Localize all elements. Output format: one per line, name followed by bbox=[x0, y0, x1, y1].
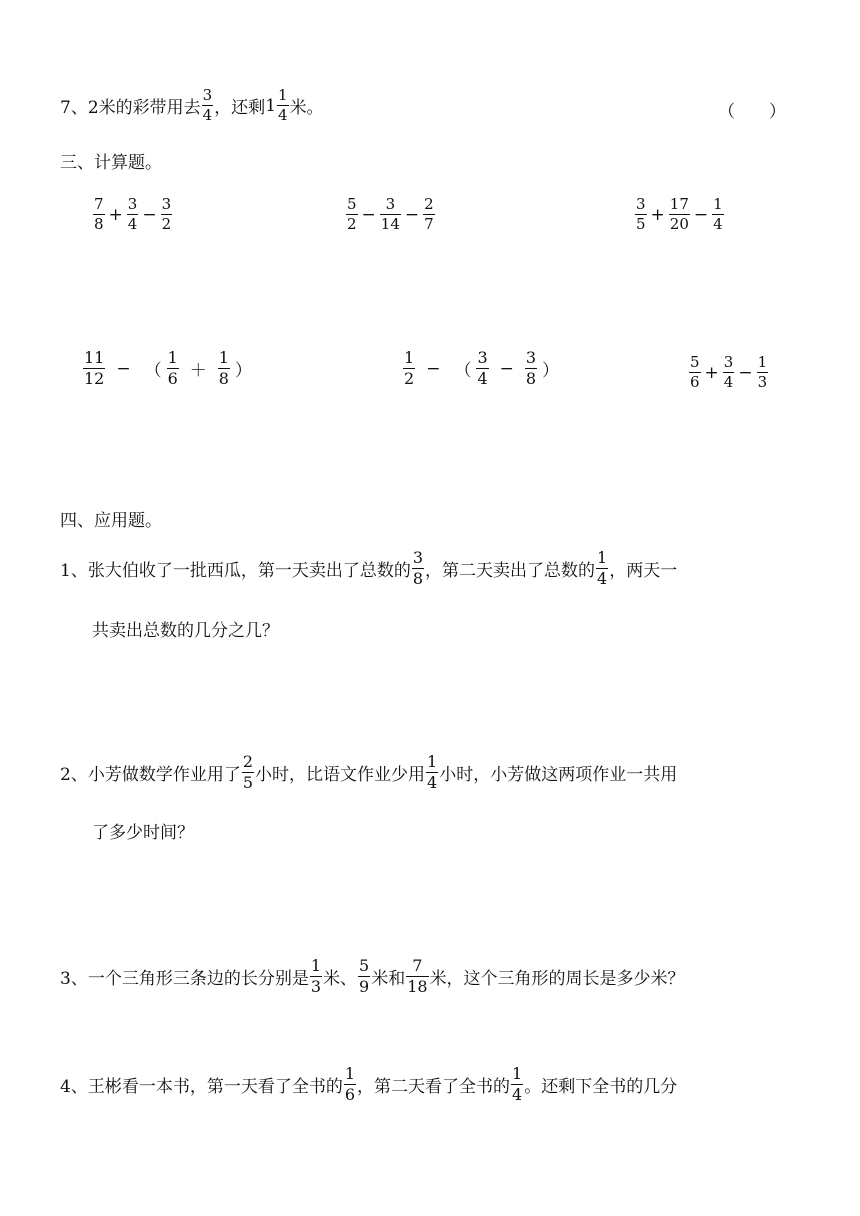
fraction bbox=[346, 197, 358, 232]
fraction bbox=[242, 754, 254, 791]
fraction bbox=[218, 350, 230, 387]
fraction-denominator: 4 bbox=[477, 369, 488, 388]
fraction-denominator: 8 bbox=[94, 215, 104, 233]
fraction-numerator: 1 bbox=[404, 348, 415, 367]
fraction-numerator: 1 bbox=[167, 348, 178, 367]
parenthesis: （ bbox=[454, 361, 472, 381]
q7-prefix: 7、2米的彩带用去 bbox=[60, 98, 201, 118]
fraction bbox=[93, 197, 105, 232]
fraction-denominator: 4 bbox=[427, 773, 438, 792]
calc-expression-3 bbox=[634, 197, 725, 232]
fraction-numerator: 5 bbox=[690, 353, 700, 371]
fraction-denominator: 2 bbox=[404, 369, 415, 388]
section-3-title: 三、计算题。 bbox=[60, 153, 162, 173]
fraction bbox=[358, 958, 370, 995]
text-segment: 2、小芳做数学作业用了 bbox=[60, 765, 241, 785]
fraction-denominator: 20 bbox=[669, 215, 689, 233]
fraction bbox=[127, 197, 139, 232]
operator: + bbox=[650, 204, 665, 225]
fraction bbox=[689, 355, 701, 390]
fraction-numerator: 3 bbox=[477, 348, 488, 367]
operator: − bbox=[116, 358, 131, 379]
fraction-denominator: 7 bbox=[424, 215, 434, 233]
fraction-denominator: 3 bbox=[310, 977, 322, 996]
fraction-numerator: 3 bbox=[412, 548, 424, 567]
operator: + bbox=[704, 362, 719, 383]
text-segment: 4、王彬看一本书，第一天看了全书的 bbox=[60, 1077, 343, 1097]
text-segment: 米和 bbox=[371, 969, 406, 989]
fraction-numerator: 3 bbox=[525, 348, 537, 367]
calc-expression-1 bbox=[92, 197, 173, 232]
fraction-numerator: 1 bbox=[597, 548, 608, 567]
fraction-denominator: 4 bbox=[127, 215, 138, 233]
text-segment: 1、张大伯收了一批西瓜，第一天卖出了总数的 bbox=[60, 561, 411, 581]
fraction-denominator: 5 bbox=[242, 773, 254, 792]
fraction-denominator: 8 bbox=[525, 369, 537, 388]
fraction bbox=[277, 88, 289, 123]
fraction-numerator: 17 bbox=[669, 195, 689, 213]
calc-expression-5 bbox=[402, 350, 563, 387]
text-segment: 。还剩下全书的几分 bbox=[524, 1077, 678, 1097]
fraction bbox=[403, 350, 415, 387]
fraction-denominator: 5 bbox=[636, 215, 646, 233]
text-segment: 小时，小芳做这两项作业一共用 bbox=[439, 765, 678, 785]
operator: − bbox=[738, 362, 753, 383]
fraction bbox=[406, 958, 428, 995]
fraction-denominator: 4 bbox=[713, 215, 723, 233]
section-4-title: 四、应用题。 bbox=[60, 511, 162, 531]
fraction-denominator: 9 bbox=[359, 977, 370, 996]
fraction bbox=[202, 88, 214, 123]
fraction-numerator: 1 bbox=[344, 1064, 356, 1083]
parenthesis: （ bbox=[144, 361, 162, 381]
fraction-denominator: 4 bbox=[202, 106, 213, 124]
fraction-numerator: 3 bbox=[385, 195, 396, 213]
fraction-numerator: 1 bbox=[310, 956, 322, 975]
fraction-numerator: 1 bbox=[512, 1064, 523, 1083]
fraction-numerator: 3 bbox=[202, 86, 213, 104]
text-segment: 3、一个三角形三条边的长分别是 bbox=[60, 969, 309, 989]
problem-4-line-1 bbox=[60, 1066, 677, 1103]
fraction-denominator: 8 bbox=[218, 369, 229, 388]
fraction-numerator: 1 bbox=[218, 348, 229, 367]
problem-2-line-1 bbox=[60, 754, 677, 791]
text-segment: 小时，比语文作业少用 bbox=[255, 765, 426, 785]
fraction bbox=[83, 350, 105, 387]
fraction bbox=[635, 197, 647, 232]
fraction-numerator: 3 bbox=[723, 353, 734, 371]
problem-1-line-1 bbox=[60, 550, 677, 587]
fraction-numerator: 5 bbox=[359, 956, 370, 975]
fraction bbox=[426, 754, 438, 791]
fraction-denominator: 4 bbox=[597, 569, 608, 588]
question-7 bbox=[60, 88, 324, 123]
problem-1-line-2: 共卖出总数的几分之几？ bbox=[92, 621, 279, 641]
text-segment: 1 bbox=[265, 95, 277, 116]
fraction-numerator: 1 bbox=[757, 353, 768, 371]
fraction bbox=[476, 350, 488, 387]
fraction-numerator: 1 bbox=[278, 86, 288, 104]
text-segment: ，第二天卖出了总数的 bbox=[425, 561, 596, 581]
fraction bbox=[525, 350, 537, 387]
fraction-denominator: 4 bbox=[512, 1085, 523, 1104]
fraction-denominator: 4 bbox=[723, 373, 734, 391]
operator: − bbox=[426, 358, 441, 379]
fraction-denominator: 2 bbox=[347, 215, 357, 233]
text-segment: ，第二天看了全书的 bbox=[357, 1077, 511, 1097]
operator: − bbox=[404, 204, 420, 225]
operator: − bbox=[361, 204, 376, 225]
fraction-numerator: 3 bbox=[127, 195, 138, 213]
fraction-numerator: 7 bbox=[94, 195, 104, 213]
fraction bbox=[712, 197, 724, 232]
fraction bbox=[669, 197, 690, 232]
fraction-denominator: 2 bbox=[161, 215, 172, 233]
problem-3-line-1 bbox=[60, 958, 685, 995]
fraction-numerator: 11 bbox=[84, 348, 105, 367]
fraction bbox=[380, 197, 401, 232]
fraction bbox=[723, 355, 735, 390]
fraction bbox=[423, 197, 435, 232]
operator: − bbox=[693, 204, 709, 225]
text-segment: （ ） bbox=[718, 102, 786, 122]
parenthesis: ） bbox=[542, 361, 560, 381]
fraction-denominator: 6 bbox=[344, 1085, 356, 1104]
operator: + bbox=[108, 204, 123, 225]
fraction bbox=[161, 197, 173, 232]
fraction-numerator: 2 bbox=[424, 195, 434, 213]
fraction-numerator: 1 bbox=[713, 195, 723, 213]
fraction bbox=[344, 1066, 356, 1103]
fraction bbox=[757, 355, 769, 390]
fraction-denominator: 3 bbox=[757, 373, 768, 391]
fraction-denominator: 18 bbox=[407, 977, 428, 996]
mixed-number bbox=[265, 88, 289, 123]
fraction bbox=[596, 550, 608, 587]
fraction-denominator: 6 bbox=[690, 373, 700, 391]
calc-expression-2 bbox=[345, 197, 436, 232]
fraction bbox=[412, 550, 424, 587]
operator: − bbox=[499, 358, 514, 379]
fraction-numerator: 2 bbox=[242, 752, 254, 771]
parenthesis: ） bbox=[234, 361, 252, 381]
fraction-numerator: 3 bbox=[636, 195, 646, 213]
operator: ＋ bbox=[189, 361, 207, 381]
fraction-numerator: 1 bbox=[427, 752, 438, 771]
fraction-numerator: 3 bbox=[161, 195, 172, 213]
fraction bbox=[310, 958, 322, 995]
fraction bbox=[511, 1066, 523, 1103]
fraction bbox=[167, 350, 179, 387]
text-segment: 米、 bbox=[323, 969, 358, 989]
calc-expression-4 bbox=[82, 350, 256, 387]
q7-mid: ，还剩 bbox=[214, 98, 266, 118]
fraction-denominator: 8 bbox=[412, 569, 424, 588]
fraction-denominator: 4 bbox=[278, 106, 288, 124]
fraction-denominator: 12 bbox=[84, 369, 105, 388]
operator: − bbox=[142, 204, 157, 225]
text-segment: ，两天一 bbox=[609, 561, 678, 581]
fraction-denominator: 6 bbox=[167, 369, 178, 388]
fraction-denominator: 14 bbox=[380, 215, 400, 233]
fraction-numerator: 7 bbox=[412, 956, 423, 975]
fraction-numerator: 5 bbox=[347, 195, 357, 213]
answer-blank[interactable] bbox=[718, 97, 786, 122]
calc-expression-6 bbox=[688, 355, 769, 390]
q7-suffix: 米。 bbox=[289, 98, 324, 118]
problem-2-line-2: 了多少时间？ bbox=[92, 823, 194, 843]
text-segment: 米，这个三角形的周长是多少米？ bbox=[429, 969, 685, 989]
